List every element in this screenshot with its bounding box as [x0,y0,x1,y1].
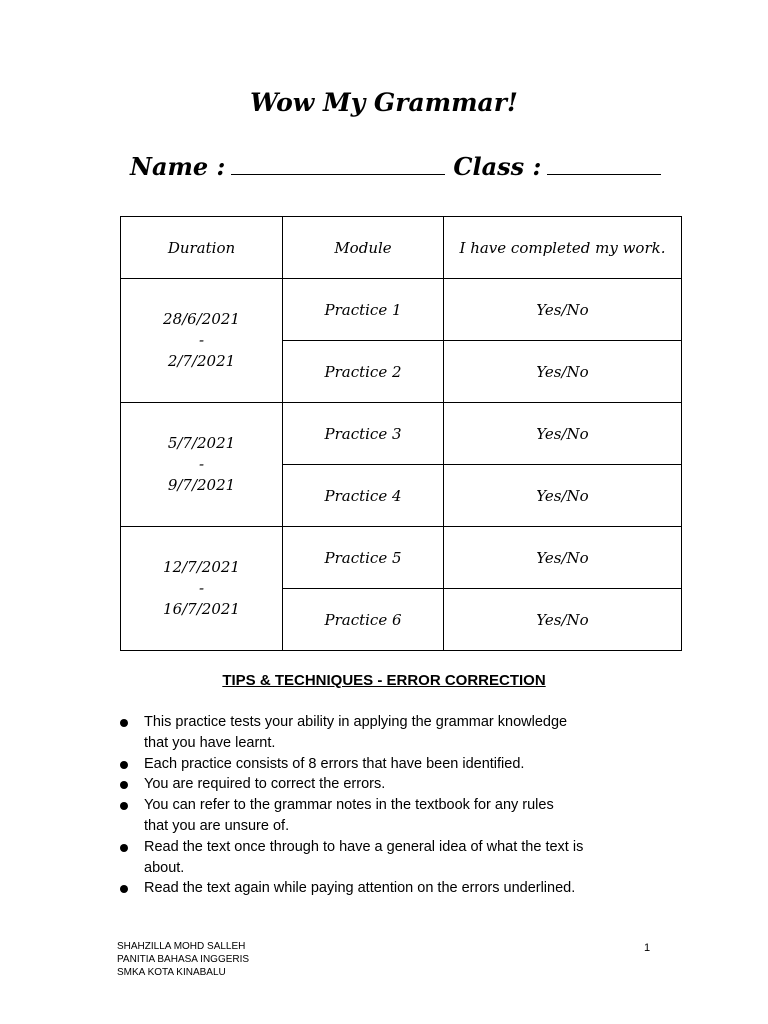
name-blank[interactable] [231,170,445,175]
footer-line: PANITIA BAHASA INGGERIS [117,954,250,965]
tip-line: You are required to correct the errors. [144,776,386,793]
duration-dash: - [198,455,205,473]
list-item [116,795,676,837]
footer-author [117,940,249,979]
tip-line: that you are unsure of. [144,817,290,834]
tip-line: about. [144,859,185,876]
module-cell: Practice 5 [283,527,444,589]
tip-line: Each practice consists of 8 errors that have been identified. [144,755,525,772]
page-number: 1 [644,942,651,954]
duration-start: 12/7/2021 [163,558,240,576]
duration-cell [121,403,283,527]
bullet-icon [120,844,128,852]
bullet-icon [120,781,128,789]
module-cell: Practice 3 [283,403,444,465]
list-item [116,878,676,899]
module-cell: Practice 2 [283,341,444,403]
tip-line: You can refer to the grammar notes in the textbook for any rules [144,797,554,814]
duration-end: 2/7/2021 [167,352,236,370]
status-cell[interactable]: Yes/No [444,589,682,651]
tips-title: TIPS & TECHNIQUES - ERROR CORRECTION [222,672,546,689]
bullet-icon [120,885,128,893]
duration-end: 16/7/2021 [163,600,240,618]
status-cell[interactable]: Yes/No [444,341,682,403]
status-cell[interactable]: Yes/No [444,527,682,589]
footer-line: SHAHZILLA MOHD SALLEH [117,941,246,952]
bullet-icon [120,802,128,810]
class-label: Class : [453,152,542,181]
tip-line: Read the text again while paying attention on the errors underlined. [144,880,576,897]
duration-start: 5/7/2021 [167,434,236,452]
status-cell[interactable]: Yes/No [444,279,682,341]
table-row [121,403,682,465]
duration-dash: - [198,579,205,597]
table-row [121,527,682,589]
status-cell[interactable]: Yes/No [444,465,682,527]
footer-line: SMKA KOTA KINABALU [117,967,226,978]
list-item [116,837,676,879]
table-header-row [121,217,682,279]
bullet-icon [120,761,128,769]
status-cell[interactable]: Yes/No [444,403,682,465]
tips-list [116,712,676,899]
name-class-line [130,152,670,181]
duration-cell [121,279,283,403]
header-completed: I have completed my work. [444,217,682,279]
module-cell: Practice 6 [283,589,444,651]
header-module: Module [283,217,444,279]
module-cell: Practice 4 [283,465,444,527]
bullet-icon [120,719,128,727]
module-cell: Practice 1 [283,279,444,341]
list-item [116,712,676,754]
list-item [116,754,676,775]
class-blank[interactable] [547,170,661,175]
tip-line: This practice tests your ability in applying the grammar knowledge [144,714,568,730]
progress-table [120,216,682,651]
duration-start: 28/6/2021 [163,310,240,328]
name-label: Name : [130,152,226,181]
table-row [121,279,682,341]
header-duration: Duration [121,217,283,279]
duration-dash: - [198,331,205,349]
tip-line: Read the text once through to have a general idea of what the text is [144,838,584,855]
duration-end: 9/7/2021 [167,476,236,494]
page-title: Wow My Grammar! [250,88,518,117]
tip-line: that you have learnt. [144,734,276,751]
duration-cell [121,527,283,651]
list-item [116,774,676,795]
